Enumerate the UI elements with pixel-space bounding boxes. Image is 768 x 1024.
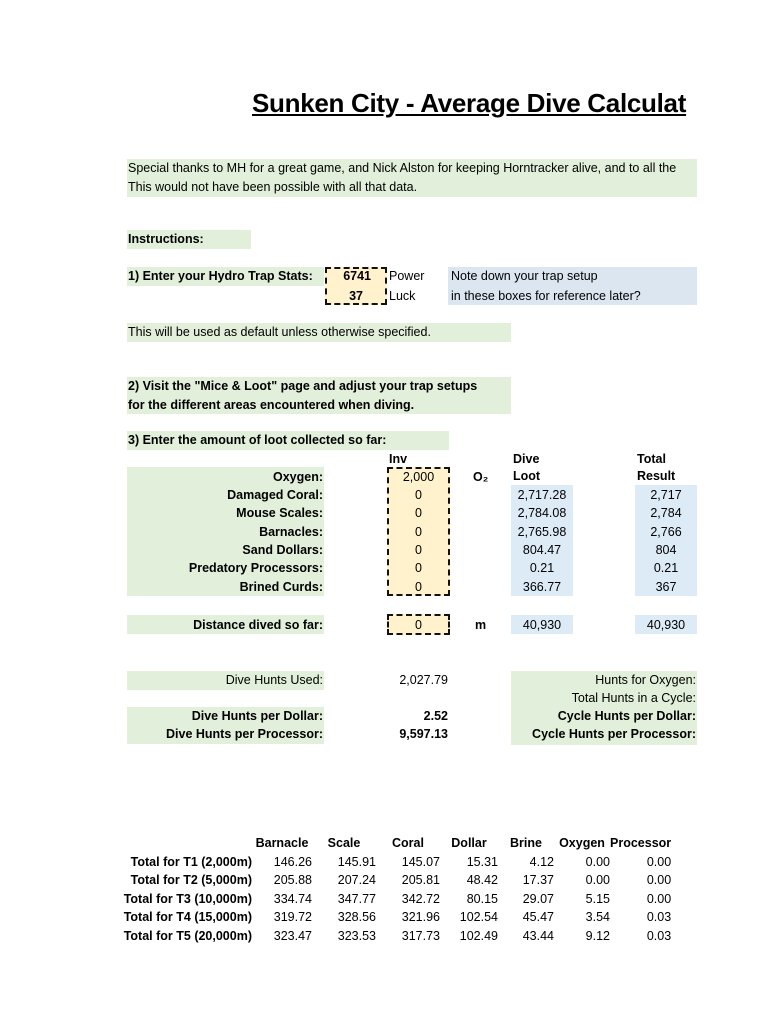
cell-scale: 323.53 [337,928,376,943]
step3-label: 3) Enter the amount of loot collected so far: [128,433,387,447]
power-label: Power [389,269,425,283]
dive-loot-coral: 2,717.28 [517,488,567,502]
cell-oxygen: 0.00 [585,854,610,869]
cell-coral: 321.96 [401,910,440,925]
total-barnacles: 2,766 [650,525,682,539]
tier-totals-table [118,834,671,945]
cell-dollar: 15.31 [466,854,498,869]
cell-oxygen: 5.15 [585,891,610,906]
total-curds: 367 [655,580,677,594]
table-row [118,871,671,890]
thanks-line-1: Special thanks to MH for a great game, and Nick Alston for keeping Horntracker alive, and to all the [128,161,677,175]
total-scales: 2,784 [650,506,682,520]
row-label: Total for T5 (20,000m) [123,928,252,943]
cell-barnacle: 146.26 [273,854,312,869]
total-dollars: 804 [655,543,677,557]
table-header-row [118,834,671,853]
row-label: Total for T4 (15,000m) [123,910,252,925]
loot-label-coral: Damaged Coral: [227,488,323,502]
inv-input-dollars[interactable]: 0 [415,543,422,557]
cell-oxygen: 0.00 [585,873,610,888]
luck-input[interactable]: 37 [349,289,363,303]
cell-processor: 0.03 [646,910,672,925]
total-coral: 2,717 [650,488,682,502]
loot-label-processors: Predatory Processors: [188,561,323,575]
hunts-for-oxygen-label: Hunts for Oxygen: [595,673,696,687]
cycle-hunts-per-dollar-label: Cycle Hunts per Dollar: [557,709,696,723]
table-row [118,853,671,872]
dive-hunts-per-processor-label: Dive Hunts per Processor: [166,727,323,741]
loot-label-scales: Mouse Scales: [236,506,323,520]
step1-label: 1) Enter your Hydro Trap Stats: [128,269,313,283]
cell-barnacle: 334.74 [273,891,312,906]
table-header-cell [118,834,252,853]
distance-label: Distance dived so far: [193,618,323,632]
dive-hunts-per-dollar-value: 2.52 [423,709,448,723]
row-label: Total for T3 (10,000m) [123,891,252,906]
distance-dive: 40,930 [522,618,562,632]
thanks-line-2: This would not have been possible with all that data. [128,180,418,194]
dive-loot-curds: 366.77 [522,580,562,594]
dive-loot-dollars: 804.47 [522,543,562,557]
loot-label-barnacles: Barnacles: [259,525,323,539]
cell-coral: 205.81 [401,873,440,888]
table-header-cell: Barnacle [255,836,309,851]
table-header-cell: Scale [327,836,361,851]
trap-note-line-2: in these boxes for reference later? [451,289,641,303]
cell-barnacle: 323.47 [273,928,312,943]
cell-processor: 0.00 [646,891,672,906]
dive-hunts-used-label: Dive Hunts Used: [225,673,323,687]
default-note: This will be used as default unless otherwise specified. [128,325,431,339]
cell-processor: 0.00 [646,873,672,888]
inv-input-processors[interactable]: 0 [415,561,422,575]
table-header-cell: Dollar [451,836,487,851]
row-label: Total for T1 (2,000m) [130,854,252,869]
inv-input-barnacles[interactable]: 0 [415,525,422,539]
cell-scale: 347.77 [337,891,376,906]
header-inv: Inv [389,452,408,466]
cell-scale: 145.91 [337,854,376,869]
dive-hunts-per-dollar-label: Dive Hunts per Dollar: [191,709,323,723]
total-hunts-cycle-label: Total Hunts in a Cycle: [571,691,696,705]
cycle-hunts-per-processor-label: Cycle Hunts per Processor: [532,727,696,741]
cell-processor: 0.00 [646,854,672,869]
header-dive-loot: Loot [513,469,541,483]
table-header-cell: Brine [510,836,542,851]
inv-input-coral[interactable]: 0 [415,488,422,502]
loot-label-curds: Brined Curds: [239,580,323,594]
trap-note-line-1: Note down your trap setup [451,269,598,283]
cell-barnacle: 205.88 [273,873,312,888]
power-input[interactable]: 6741 [343,269,371,283]
dive-hunts-per-processor-value: 9,597.13 [399,727,448,741]
table-header-cell: Oxygen [559,836,605,851]
cell-dollar: 80.15 [466,891,498,906]
table-row [118,890,671,909]
cell-coral: 342.72 [401,891,440,906]
row-label: Total for T2 (5,000m) [130,873,252,888]
dive-loot-processors: 0.21 [529,561,555,575]
header-total: Total [637,452,666,466]
cell-scale: 207.24 [337,873,376,888]
cell-dollar: 102.54 [459,910,498,925]
page-title: Sunken City - Average Dive Calculat [252,88,687,118]
dive-loot-barnacles: 2,765.98 [517,525,567,539]
dive-loot-scales: 2,784.08 [517,506,567,520]
loot-label-dollars: Sand Dollars: [242,543,323,557]
cell-brine: 45.47 [522,910,554,925]
distance-total: 40,930 [646,618,686,632]
cell-brine: 29.07 [522,891,554,906]
loot-label-oxygen: Oxygen: [272,470,323,484]
header-total-result: Result [637,469,676,483]
table-row [118,927,671,946]
total-processors: 0.21 [653,561,679,575]
cell-processor: 0.03 [646,928,672,943]
oxygen-symbol: O₂ [473,470,489,484]
table-header-cell: Processor [610,836,672,851]
cell-brine: 43.44 [522,928,554,943]
cell-oxygen: 3.54 [585,910,610,925]
cell-brine: 17.37 [522,873,554,888]
inv-input-scales[interactable]: 0 [415,506,422,520]
luck-label: Luck [389,289,416,303]
dive-hunts-used-value: 2,027.79 [399,673,448,687]
cell-barnacle: 319.72 [273,910,312,925]
instructions-heading: Instructions: [128,232,204,246]
step2-line-2: for the different areas encountered when diving. [128,398,415,412]
header-dive: Dive [513,452,540,466]
inv-input-curds[interactable]: 0 [415,580,422,594]
cell-dollar: 102.49 [459,928,498,943]
step2-line-1: 2) Visit the "Mice & Loot" page and adjust your trap setups [128,379,478,393]
cell-coral: 145.07 [401,854,440,869]
cell-scale: 328.56 [337,910,376,925]
cell-coral: 317.73 [401,928,440,943]
distance-unit: m [475,618,487,632]
cell-oxygen: 9.12 [585,928,610,943]
inv-input-oxygen[interactable]: 2,000 [402,470,435,484]
table-header-cell: Coral [392,836,424,851]
table-row [118,908,671,927]
cell-dollar: 48.42 [466,873,498,888]
distance-input[interactable]: 0 [415,618,422,632]
cell-brine: 4.12 [529,854,554,869]
